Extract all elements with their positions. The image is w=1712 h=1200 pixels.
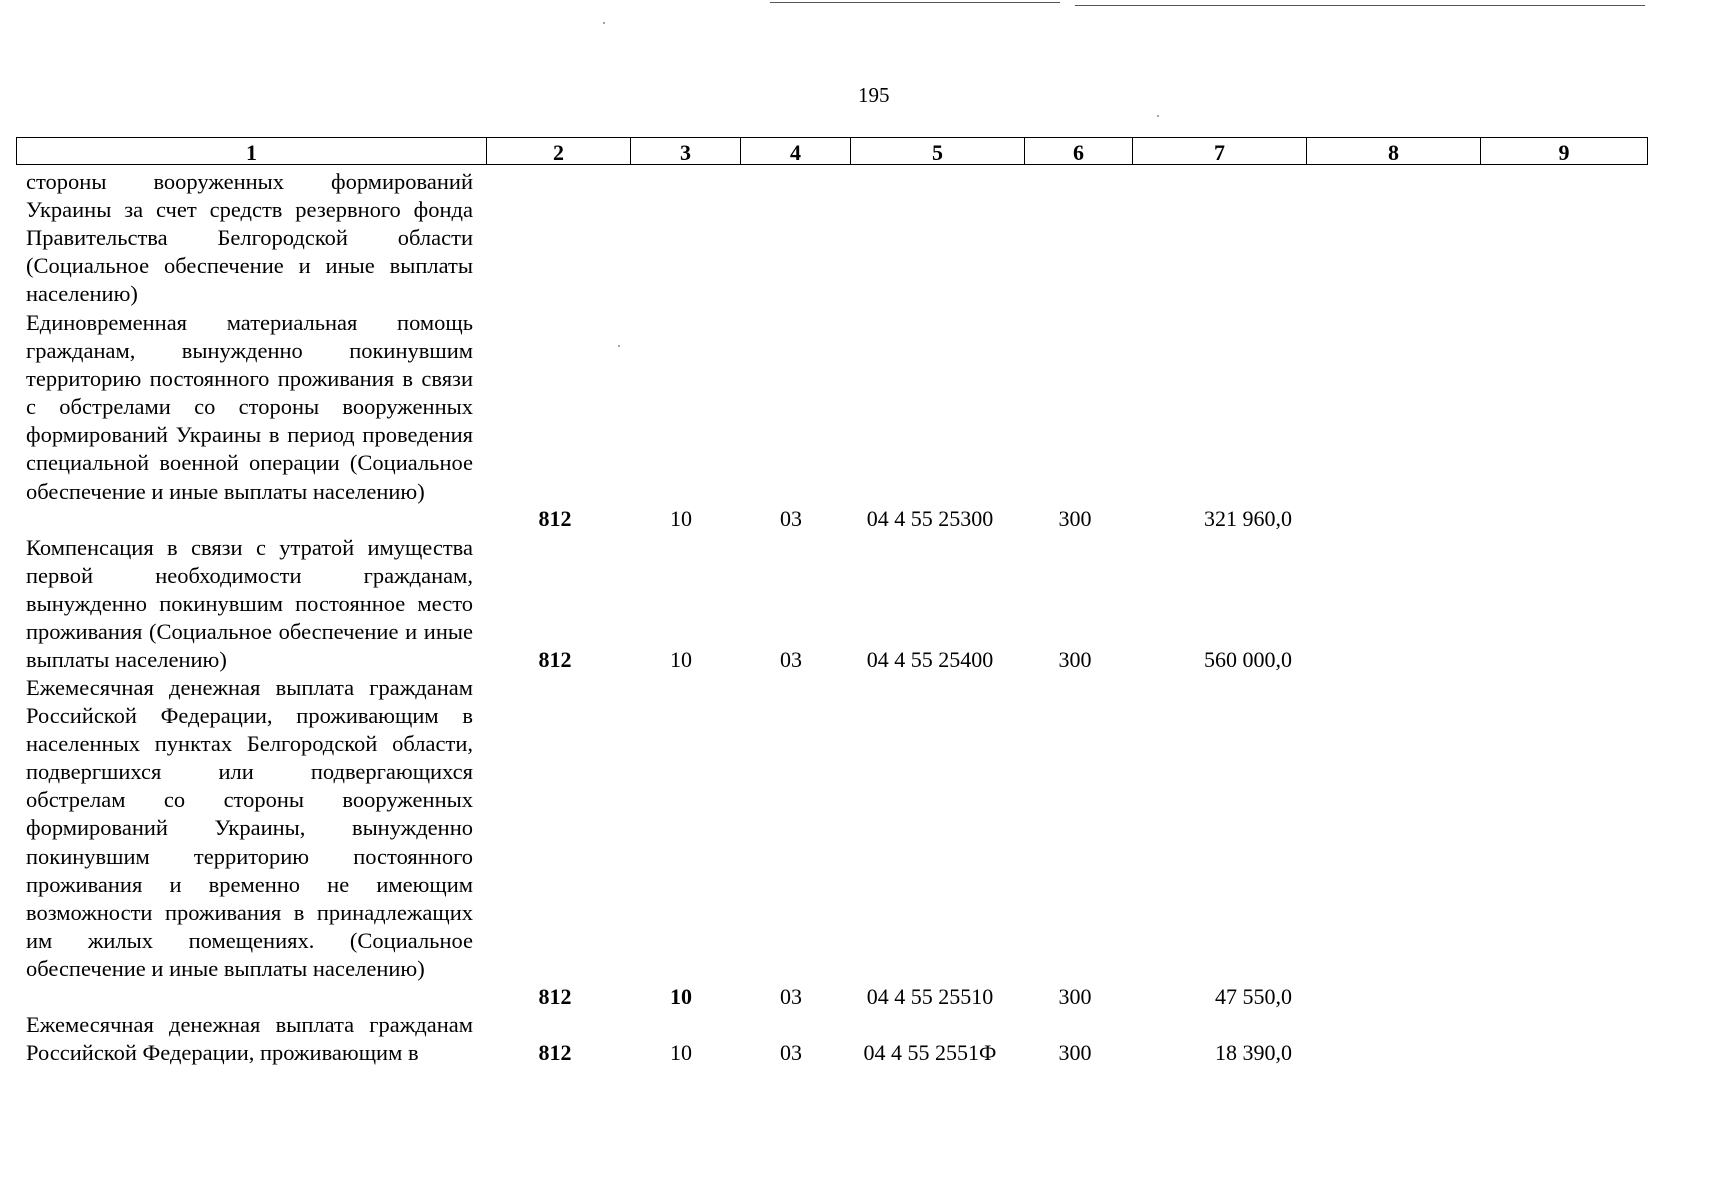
header-col-2: 2 (487, 138, 631, 164)
scan-rule-right (1075, 5, 1645, 6)
cell-amount: 321 960,0 (1204, 506, 1292, 531)
cell-code-6: 300 (1058, 506, 1092, 531)
header-col-7: 7 (1133, 138, 1307, 164)
cell-code-2: 812 (538, 984, 572, 1009)
cell-code-6: 300 (1058, 647, 1092, 672)
header-col-8: 8 (1307, 138, 1481, 164)
cell-code-6: 300 (1058, 1040, 1092, 1065)
cell-code-5: 04 4 55 25400 (866, 647, 994, 672)
cell-code-5: 04 4 55 25300 (866, 506, 994, 531)
header-col-5: 5 (851, 138, 1025, 164)
scan-speck (1157, 115, 1159, 117)
cell-code-4: 03 (780, 984, 802, 1009)
row-description: Единовременная материальная помощь гражданам, вынужденно покинувшим территорию постоянного проживания в связи с обстрелами со стороны вооруженных формирований Украины в период проведения специальной военной операции (Социальное обеспечение и иные выплаты населению) (26, 310, 473, 504)
scan-rule-left (770, 2, 1060, 3)
scan-speck (603, 22, 605, 24)
cell-code-4: 03 (780, 1040, 802, 1065)
cell-code-2: 812 (538, 647, 572, 672)
cell-code-3: 10 (670, 984, 692, 1009)
cell-amount: 560 000,0 (1204, 647, 1292, 672)
cell-code-6: 300 (1058, 984, 1092, 1009)
row-description: Ежемесячная денежная выплата гражданам Российской Федерации, проживающим в (26, 1012, 473, 1066)
scan-speck (618, 345, 620, 347)
cell-code-5: 04 4 55 25510 (866, 984, 994, 1009)
cell-code-2: 812 (538, 1040, 572, 1065)
cell-code-3: 10 (670, 647, 692, 672)
page-number: 195 (858, 83, 890, 107)
header-col-9: 9 (1558, 139, 1570, 165)
cell-code-5: 04 4 55 2551Ф (863, 1040, 997, 1065)
cell-code-2: 812 (538, 506, 572, 531)
cell-amount: 18 390,0 (1215, 1040, 1292, 1065)
row-description: стороны вооруженных формирований Украины за счет средств резервного фонда Правительства Белгородской области (Социальное обеспечение и иные выплаты населению) (26, 169, 473, 307)
row-description: Компенсация в связи с утратой имущества первой необходимости гражданам, вынужденно покинувшим постоянное место проживания (Социальное обеспечение и иные выплаты населению) (26, 535, 473, 673)
cell-code-3: 10 (670, 1040, 692, 1065)
row-description: Ежемесячная денежная выплата гражданам Российской Федерации, проживающим в населенных пунктах Белгородской области, подвергшихся или подвергающихся обстрелам со стороны вооруженных формирований Украины, вынужденно покинувшим территорию постоянного проживания и временно не имеющим возможности проживания в принадлежащих им жилых помещениях. (Социальное обеспечение и иные выплаты населению) (26, 675, 473, 981)
header-col-6: 6 (1025, 138, 1133, 164)
header-col-1: 1 (17, 138, 487, 164)
header-col-4: 4 (741, 138, 851, 164)
cell-code-4: 03 (780, 647, 802, 672)
header-col-3: 3 (631, 138, 741, 164)
cell-code-3: 10 (670, 506, 692, 531)
cell-code-4: 03 (780, 506, 802, 531)
table-header (16, 137, 1648, 165)
cell-amount: 47 550,0 (1215, 984, 1292, 1009)
